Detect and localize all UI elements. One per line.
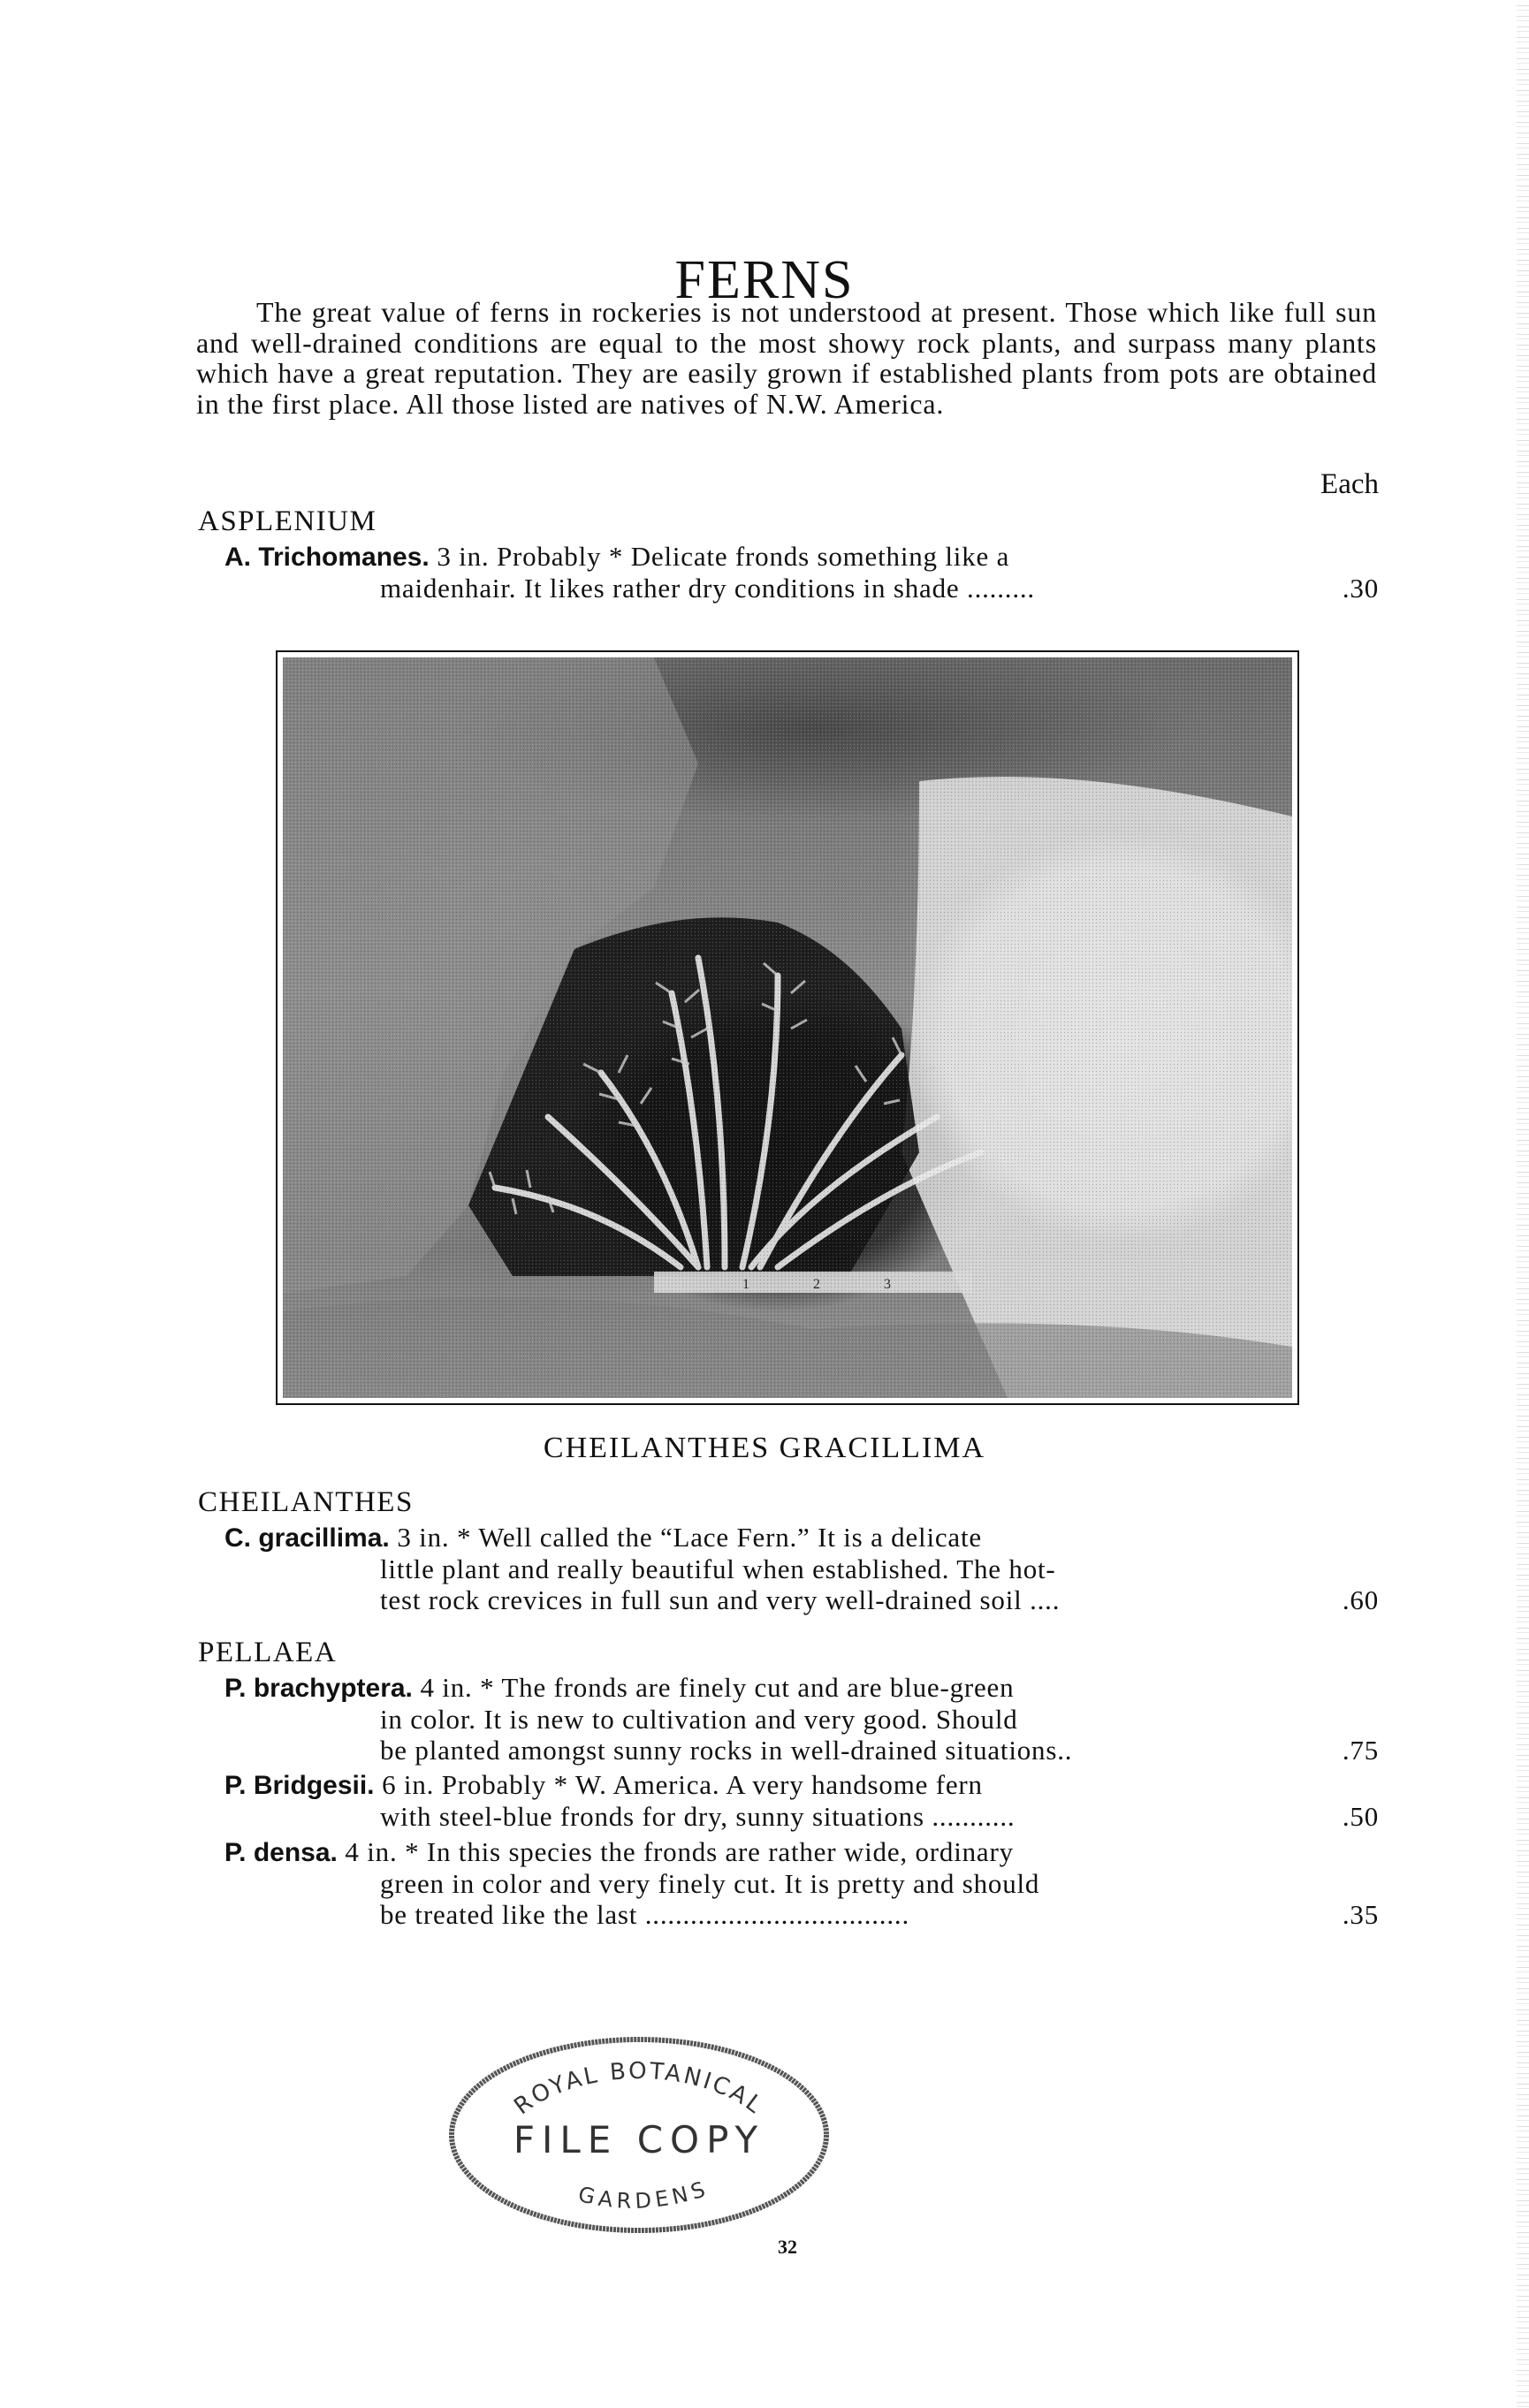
entry-line: [198, 1899, 1379, 1930]
species-name: C. gracillima.: [224, 1523, 390, 1553]
entry-line: [198, 1704, 1379, 1735]
genus-heading-cheilanthes: CHEILANTHES: [198, 1486, 414, 1518]
price: .30: [1342, 573, 1379, 604]
price: .60: [1342, 1584, 1379, 1615]
halftone-grain: [283, 657, 1292, 1398]
price: .35: [1342, 1899, 1379, 1930]
entry-line: [198, 1769, 1379, 1801]
entry-line: [198, 1553, 1379, 1584]
species-entry: [198, 1769, 1379, 1832]
price-column-header: Each: [1320, 468, 1379, 500]
genus-heading-pellaea: PELLAEA: [198, 1637, 338, 1668]
intro-text: The great value of ferns in rockeries is not understood at present. Those which like full sun and well-drained conditions are equal to the most showy rock plants, and surpass many plants which have a great reputation. They are easily grown if established plants from pots are obtained in the first place. All those listed are natives of N.W. America.: [196, 296, 1377, 420]
entry-line: [198, 573, 1379, 604]
genus-heading-asplenium: ASPLENIUM: [198, 505, 377, 537]
species-name: P. brachyptera.: [224, 1674, 413, 1703]
species-entry: [198, 1672, 1379, 1766]
entry-text: test rock crevices in full sun and very well-drained soil ....: [380, 1584, 1061, 1615]
entry-line: [198, 1735, 1379, 1766]
species-entry: [198, 541, 1379, 604]
entry-line: [198, 1522, 1379, 1553]
entry-text: in color. It is new to cultivation and very good. Should: [380, 1704, 1018, 1735]
entry-text: with steel-blue fronds for dry, sunny situations ...........: [380, 1801, 1016, 1832]
entry-line: [198, 1836, 1379, 1868]
species-name: P. Bridgesii.: [224, 1771, 375, 1800]
entry-text: 3 in. Probably * Delicate fronds something like a: [437, 541, 1010, 572]
page-title: FERNS: [674, 249, 855, 310]
fern-illustration: [283, 657, 1292, 1398]
photo-caption: CHEILANTHES GRACILLIMA: [543, 1432, 986, 1464]
price: .50: [1342, 1801, 1379, 1832]
entry-line: [198, 1672, 1379, 1704]
species-name: A. Trichomanes.: [224, 543, 430, 572]
entry-text: maidenhair. It likes rather dry conditions in shade .........: [380, 573, 1035, 604]
entry-line: [198, 1801, 1379, 1832]
entry-text: little plant and really beautiful when established. The hot-: [380, 1553, 1056, 1584]
entry-text: 6 in. Probably * W. America. A very handsome fern: [382, 1769, 983, 1800]
entry-line: [198, 1584, 1379, 1615]
price: .75: [1342, 1735, 1379, 1766]
entry-line: [198, 541, 1379, 573]
entry-text: green in color and very finely cut. It is pretty and should: [380, 1868, 1040, 1899]
fern-photograph: [276, 650, 1299, 1405]
stamp-bottom-text: GARDENS: [575, 2176, 712, 2214]
species-name: P. densa.: [224, 1838, 338, 1867]
page-number: 32: [778, 2236, 797, 2258]
file-copy-stamp: [440, 2029, 838, 2241]
entry-text: 3 in. * Well called the “Lace Fern.” It is a delicate: [397, 1522, 982, 1553]
photo-image: [283, 657, 1292, 1398]
entry-text: be planted amongst sunny rocks in well-drained situations..: [380, 1735, 1073, 1766]
entry-line: [198, 1868, 1379, 1899]
entry-text: 4 in. * In this species the fronds are rather wide, ordinary: [345, 1836, 1014, 1867]
entry-text: be treated like the last ...................................: [380, 1899, 909, 1930]
stamp-top-text: ROYAL BOTANICAL: [509, 2058, 769, 2121]
intro-paragraph: [196, 297, 1377, 419]
scan-edge: [1517, 0, 1529, 2408]
stamp-center-text: FILE COPY: [513, 2118, 765, 2161]
species-entry: [198, 1836, 1379, 1930]
entry-text: 4 in. * The fronds are finely cut and are blue-green: [420, 1672, 1015, 1703]
species-entry: [198, 1522, 1379, 1615]
